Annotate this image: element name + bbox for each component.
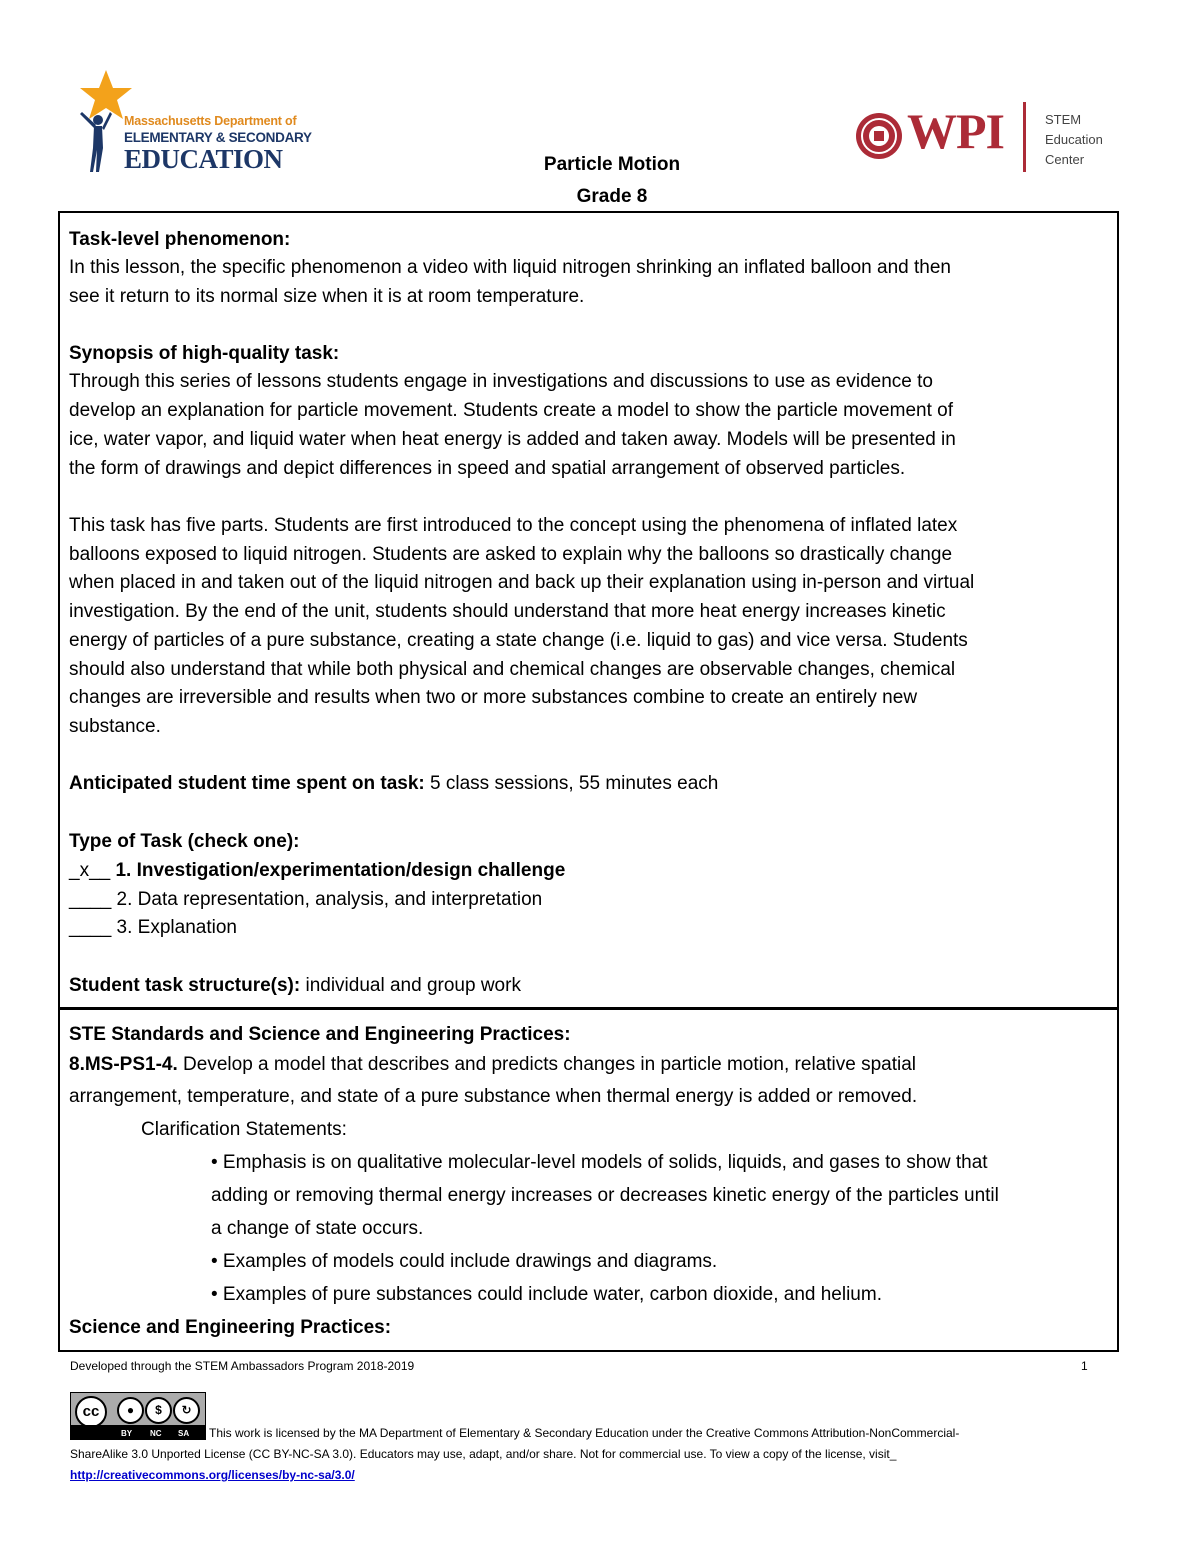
standard-text: Develop a model that describes and predicts changes in particle motion, relative spatial — [177, 1054, 917, 1075]
standard-row — [69, 1050, 916, 1079]
standards-heading: STE Standards and Science and Engineering Practices: — [69, 1024, 571, 1045]
mass-logo-line3: EDUCATION — [124, 144, 283, 174]
parts-line: This task has five parts. Students are first introduced to the concept using the phenomena of inflated latex — [69, 515, 958, 536]
task-type-mark: ____ — [69, 917, 112, 938]
task-type-option — [69, 913, 237, 942]
parts-line: when placed in and taken out of the liquid nitrogen and back up their explanation using in-person and virtual — [69, 572, 975, 593]
mass-logo-line1: Massachusetts Department of — [124, 114, 297, 128]
synopsis-line: the form of drawings and depict differences in speed and spatial arrangement of observed particles. — [69, 458, 906, 479]
developed-note: Developed through the STEM Ambassadors Program 2018-2019 — [70, 1359, 415, 1373]
task-type-option — [69, 885, 542, 914]
standard-line: arrangement, temperature, and state of a pure substance when thermal energy is added or removed. — [69, 1086, 918, 1107]
phenomenon-heading: Task-level phenomenon: — [69, 229, 291, 250]
task-type-label: 3. Explanation — [111, 917, 237, 938]
task-type-label: 2. Data representation, analysis, and interpretation — [111, 889, 543, 910]
wpi-wordmark: WPI — [907, 103, 1004, 159]
parts-line: balloons exposed to liquid nitrogen. Students are asked to explain why the balloons so drastically change — [69, 544, 953, 565]
mass-logo-line2: ELEMENTARY & SECONDARY — [124, 130, 312, 145]
by-person-icon: ● — [117, 1397, 144, 1424]
page-number: 1 — [1081, 1359, 1088, 1373]
wpi-seal-icon — [855, 112, 903, 160]
license-link-wrap — [70, 1468, 355, 1482]
wpi-side-line2: Education — [1045, 132, 1103, 147]
task-structure-label: Student task structure(s): — [69, 975, 301, 996]
sharealike-icon: ↻ — [173, 1397, 200, 1424]
clarification-line: • Examples of models could include drawings and diagrams. — [211, 1251, 718, 1272]
practices-heading: Science and Engineering Practices: — [69, 1317, 392, 1338]
parts-line: energy of particles of a pure substance, creating a state change (i.e. liquid to gas) and vice versa. Students — [69, 630, 968, 651]
noncommercial-icon: $ — [145, 1397, 172, 1424]
parts-line: should also understand that while both physical and chemical changes are observable changes, chemical — [69, 659, 956, 680]
wpi-side-line1: STEM — [1045, 112, 1082, 127]
document-grade: Grade 8 — [576, 186, 648, 207]
phenomenon-line: In this lesson, the specific phenomenon a video with liquid nitrogen shrinking an inflated balloon and then — [69, 257, 951, 278]
task-type-option — [69, 856, 565, 885]
time-spent-label: Anticipated student time spent on task: — [69, 773, 425, 794]
clarification-line: • Emphasis is on qualitative molecular-level models of solids, liquids, and gases to show that — [211, 1152, 988, 1173]
standard-code: 8.MS-PS1-4. — [69, 1054, 178, 1075]
task-structure-row — [69, 971, 521, 1000]
task-type-label: 1. Investigation/experimentation/design challenge — [110, 860, 566, 881]
license-line: ShareAlike 3.0 Unported License (CC BY-NC-SA 3.0). Educators may use, adapt, and/or share. Not for commercial use. To view a copy of the license, visit_ — [70, 1447, 897, 1461]
clarification-line: a change of state occurs. — [211, 1218, 424, 1239]
clarification-line: • Examples of pure substances could include water, carbon dioxide, and helium. — [211, 1284, 882, 1305]
task-structure-value: individual and group work — [300, 975, 521, 996]
time-spent-row — [69, 769, 718, 798]
wpi-side-line3: Center — [1045, 152, 1085, 167]
task-type-mark: ____ — [69, 889, 112, 910]
clarification-line: adding or removing thermal energy increases or decreases kinetic energy of the particles until — [211, 1185, 999, 1206]
phenomenon-line: see it return to its normal size when it is at room temperature. — [69, 286, 585, 307]
license-line: This work is licensed by the MA Department of Elementary & Secondary Education under the Creative Commons Attribution-NonCommercial- — [209, 1426, 960, 1440]
cc-icon: cc — [75, 1396, 107, 1428]
license-link[interactable]: http://creativecommons.org/licenses/by-nc-sa/3.0/ — [70, 1468, 355, 1482]
document-title: Particle Motion — [543, 154, 681, 175]
synopsis-line: Through this series of lessons students engage in investigations and discussions to use as evidence to — [69, 371, 933, 392]
cc-license-badge[interactable] — [70, 1392, 206, 1440]
synopsis-heading: Synopsis of high-quality task: — [69, 343, 340, 364]
clarification-heading: Clarification Statements: — [141, 1119, 347, 1140]
by-label: BY — [121, 1429, 133, 1438]
parts-line: changes are irreversible and results when two or more substances combine to create an entirely new — [69, 687, 918, 708]
parts-line: investigation. By the end of the unit, students should understand that more heat energy increases kinetic — [69, 601, 946, 622]
synopsis-line: develop an explanation for particle movement. Students create a model to show the particle movement of — [69, 400, 953, 421]
task-type-mark: _x__ — [69, 860, 111, 881]
task-type-heading: Type of Task (check one): — [69, 831, 300, 852]
synopsis-line: ice, water vapor, and liquid water when heat energy is added and taken away. Models will be presented in — [69, 429, 956, 450]
nc-label: NC — [150, 1429, 162, 1438]
sa-label: SA — [178, 1429, 190, 1438]
parts-line: substance. — [69, 716, 161, 737]
time-spent-value: 5 class sessions, 55 minutes each — [424, 773, 719, 794]
